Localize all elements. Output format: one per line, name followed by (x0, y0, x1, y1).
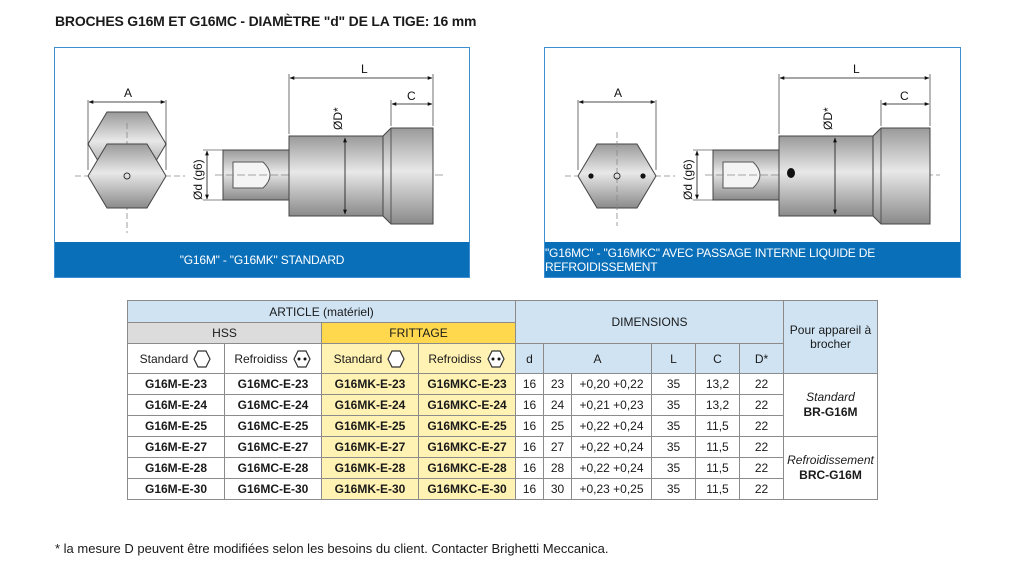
table-row (128, 374, 878, 395)
cell-frit-standard: G16MK-E-30 (322, 479, 419, 500)
cell-hss-standard: G16M-E-23 (128, 374, 225, 395)
dim-d-label: Ød (g6) (681, 159, 695, 200)
cell-l: 35 (652, 458, 696, 479)
cell-a: 28 (544, 458, 572, 479)
cell-hss-standard: G16M-E-24 (128, 395, 225, 416)
sub-hss-refroid: Refroidiss (225, 344, 322, 374)
cell-a-tolerance: +0,22 +0,24 (572, 416, 652, 437)
col-d: d (516, 344, 544, 374)
dim-a-label: A (614, 86, 623, 100)
cell-hss-refroid: G16MC-E-30 (225, 479, 322, 500)
cell-c: 13,2 (696, 374, 740, 395)
dimensions-header: DIMENSIONS (516, 301, 784, 344)
cell-frit-standard: G16MK-E-24 (322, 395, 419, 416)
cell-d: 16 (516, 458, 544, 479)
cell-c: 11,5 (696, 416, 740, 437)
cell-frit-refroid: G16MKC-E-28 (419, 458, 516, 479)
hexagon-icon (386, 349, 406, 369)
cell-frit-refroid: G16MKC-E-30 (419, 479, 516, 500)
dim-l-label: L (361, 62, 368, 76)
cell-l: 35 (652, 437, 696, 458)
cell-D: 22 (740, 479, 784, 500)
cell-frit-refroid: G16MKC-E-27 (419, 437, 516, 458)
cell-l: 35 (652, 374, 696, 395)
hexagon-icon (192, 349, 212, 369)
col-C: C (696, 344, 740, 374)
cell-l: 35 (652, 479, 696, 500)
cell-a-tolerance: +0,20 +0,22 (572, 374, 652, 395)
cell-c: 11,5 (696, 479, 740, 500)
cell-a-tolerance: +0,22 +0,24 (572, 458, 652, 479)
cell-a: 30 (544, 479, 572, 500)
panel-caption-standard: "G16M" - "G16MK" STANDARD (55, 242, 469, 277)
cell-D: 22 (740, 416, 784, 437)
cell-hss-refroid: G16MC-E-25 (225, 416, 322, 437)
cell-a-tolerance: +0,22 +0,24 (572, 437, 652, 458)
frittage-header: FRITTAGE (322, 323, 516, 344)
broach-drawing-standard (55, 48, 471, 244)
broach-drawing-cooling (545, 48, 962, 244)
hexagon-holes-icon (292, 349, 312, 369)
cell-l: 35 (652, 416, 696, 437)
cell-d: 16 (516, 479, 544, 500)
cell-D: 22 (740, 374, 784, 395)
cell-d: 16 (516, 374, 544, 395)
cell-hss-standard: G16M-E-30 (128, 479, 225, 500)
diagram-panel-standard (54, 47, 470, 278)
cell-c: 13,2 (696, 395, 740, 416)
cell-a-tolerance: +0,23 +0,25 (572, 479, 652, 500)
article-table (127, 300, 878, 500)
col-L: L (652, 344, 696, 374)
cell-frit-standard: G16MK-E-23 (322, 374, 419, 395)
table-row (128, 395, 878, 416)
cell-c: 11,5 (696, 437, 740, 458)
cell-frit-standard: G16MK-E-28 (322, 458, 419, 479)
table-row (128, 416, 878, 437)
sub-frit-standard: Standard (322, 344, 419, 374)
cell-a-tolerance: +0,21 +0,23 (572, 395, 652, 416)
page-title: BROCHES G16M ET G16MC - DIAMÈTRE "d" DE LA TIGE: 16 mm (55, 13, 477, 29)
pour-standard-code: BR-G16M (803, 405, 858, 419)
cell-D: 22 (740, 437, 784, 458)
col-A: A (544, 344, 652, 374)
cell-hss-refroid: G16MC-E-23 (225, 374, 322, 395)
table-row (128, 437, 878, 458)
pour-standard-name: Standard (806, 390, 855, 404)
dim-l-label: L (853, 62, 860, 76)
cell-frit-refroid: G16MKC-E-24 (419, 395, 516, 416)
cell-D: 22 (740, 395, 784, 416)
dim-D-label: ØD* (821, 107, 835, 130)
table-row (128, 479, 878, 500)
cell-l: 35 (652, 395, 696, 416)
panel-caption-cooling: "G16MC" - "G16MKC" AVEC PASSAGE INTERNE LIQUIDE DE REFROIDISSEMENT (545, 242, 960, 277)
cell-frit-standard: G16MK-E-25 (322, 416, 419, 437)
pour-refroid-code: BRC-G16M (799, 468, 862, 482)
cell-hss-standard: G16M-E-28 (128, 458, 225, 479)
diagram-panel-cooling (544, 47, 961, 278)
dim-c-label: C (407, 89, 416, 103)
sub-frit-refroid: Refroidiss (419, 344, 516, 374)
pour-appareil-header: Pour appareil à brocher (784, 301, 878, 374)
article-header: ARTICLE (matériel) (128, 301, 516, 323)
cell-d: 16 (516, 416, 544, 437)
dim-D-label: ØD* (331, 107, 345, 130)
cell-d: 16 (516, 437, 544, 458)
cell-D: 22 (740, 458, 784, 479)
footnote: * la mesure D peuvent être modifiées selon les besoins du client. Contacter Brighetti Meccanica. (55, 541, 609, 556)
cell-frit-refroid: G16MKC-E-25 (419, 416, 516, 437)
cell-hss-standard: G16M-E-25 (128, 416, 225, 437)
cell-frit-standard: G16MK-E-27 (322, 437, 419, 458)
cell-a: 24 (544, 395, 572, 416)
cell-a: 23 (544, 374, 572, 395)
dim-c-label: C (900, 89, 909, 103)
cell-hss-standard: G16M-E-27 (128, 437, 225, 458)
pour-standard-cell (784, 374, 878, 437)
cell-d: 16 (516, 395, 544, 416)
table-row (128, 458, 878, 479)
dim-d-label: Ød (g6) (191, 159, 205, 200)
cell-hss-refroid: G16MC-E-27 (225, 437, 322, 458)
pour-refroid-cell (784, 437, 878, 500)
hexagon-holes-icon (486, 349, 506, 369)
sub-hss-standard: Standard (128, 344, 225, 374)
cell-a: 25 (544, 416, 572, 437)
col-D: D* (740, 344, 784, 374)
dim-a-label: A (124, 86, 133, 100)
cell-c: 11,5 (696, 458, 740, 479)
cell-a: 27 (544, 437, 572, 458)
pour-refroid-name: Refroidissement (787, 453, 874, 467)
cell-hss-refroid: G16MC-E-28 (225, 458, 322, 479)
cell-hss-refroid: G16MC-E-24 (225, 395, 322, 416)
cell-frit-refroid: G16MKC-E-23 (419, 374, 516, 395)
hss-header: HSS (128, 323, 322, 344)
